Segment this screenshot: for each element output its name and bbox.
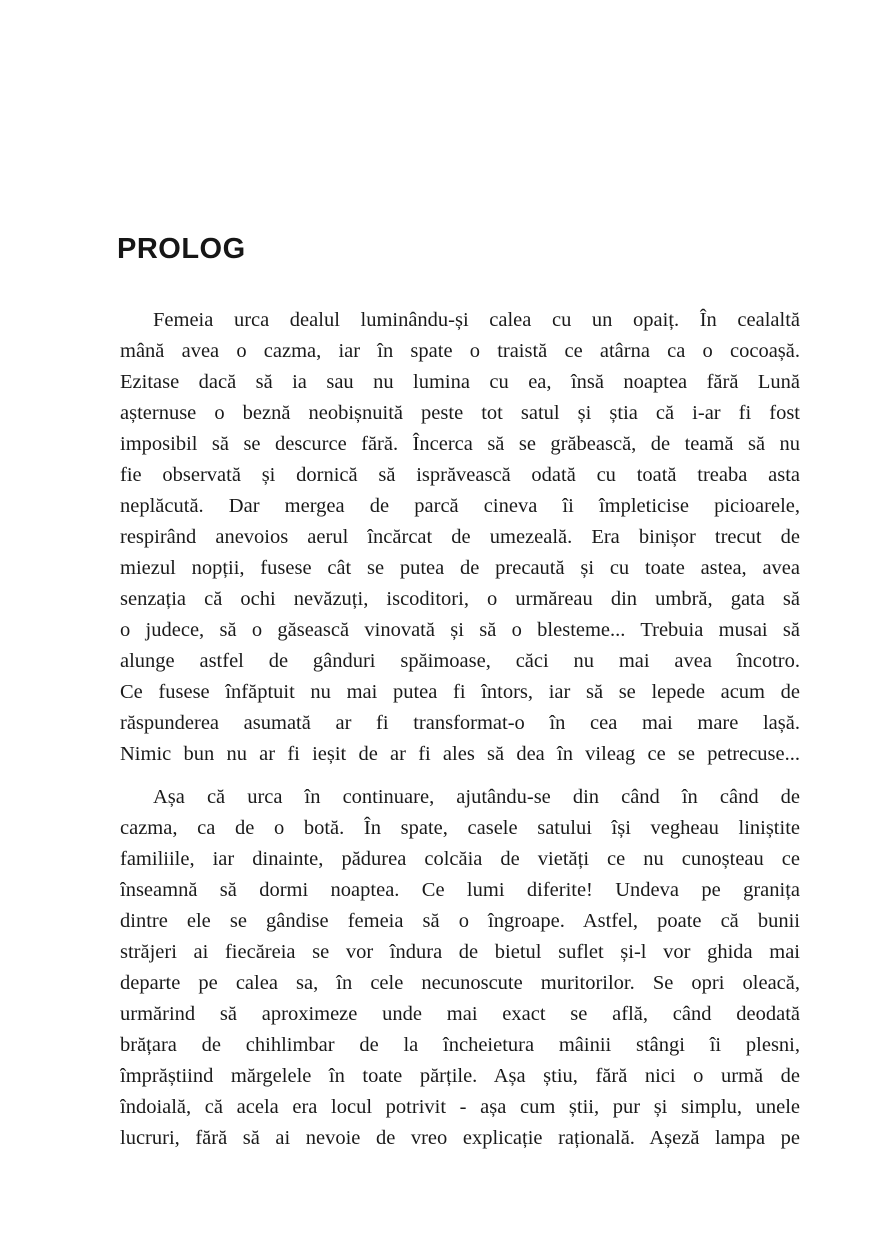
body-text xyxy=(120,305,800,1166)
text-line: Nimic bun nu ar fi ieșit de ar fi ales să dea în vileag ce se petrecuse... xyxy=(120,743,800,765)
text-line: Așa că urca în continuare, ajutându-se din când în când de xyxy=(153,786,800,808)
text-line: străjeri ai fiecăreia se vor îndura de bietul suflet și-l vor ghida mai xyxy=(120,941,800,963)
text-line: mână avea o cazma, iar în spate o traistă ce atârna ca o cocoașă. xyxy=(120,340,800,362)
text-line: imposibil să se descurce fără. Încerca să se grăbească, de teamă să nu xyxy=(120,433,800,455)
text-line: respirând anevoios aerul încărcat de umezeală. Era binișor trecut de xyxy=(120,526,800,548)
text-line: Ce fusese înfăptuit nu mai putea fi întors, iar să se lepede acum de xyxy=(120,681,800,703)
text-line: Femeia urca dealul luminându-și calea cu un opaiț. În cealaltă xyxy=(153,309,800,331)
text-line: cazma, ca de o botă. În spate, casele satului își vegheau liniștite xyxy=(120,817,800,839)
text-line: urmărind să aproximeze unde mai exact se află, când deodată xyxy=(120,1003,800,1025)
chapter-heading: PROLOG xyxy=(117,233,246,265)
text-line: așternuse o beznă neobișnuită peste tot satul și știa că i-ar fi fost xyxy=(120,402,800,424)
text-line: brățara de chihlimbar de la încheietura mâinii stângi îi plesni, xyxy=(120,1034,800,1056)
text-line: familiile, iar dinainte, pădurea colcăia de vietăți ce nu cunoșteau ce xyxy=(120,848,800,870)
text-line: departe pe calea sa, în cele necunoscute muritorilor. Se opri oleacă, xyxy=(120,972,800,994)
text-line: dintre ele se gândise femeia să o îngroape. Astfel, poate că bunii xyxy=(120,910,800,932)
text-line: îndoială, că acela era locul potrivit - așa cum știi, pur și simplu, unele xyxy=(120,1096,800,1118)
text-line: senzația că ochi nevăzuți, iscoditori, o urmăreau din umbră, gata să xyxy=(120,588,800,610)
text-line: Ezitase dacă să ia sau nu lumina cu ea, însă noaptea fără Lună xyxy=(120,371,800,393)
text-line: miezul nopții, fusese cât se putea de precaută și cu toate astea, avea xyxy=(120,557,800,579)
text-line: înseamnă să dormi noaptea. Ce lumi diferite! Undeva pe granița xyxy=(120,879,800,901)
text-line: alunge astfel de gânduri spăimoase, căci nu mai avea încotro. xyxy=(120,650,800,672)
text-line: răspunderea asumată ar fi transformat-o în cea mai mare lașă. xyxy=(120,712,800,734)
text-line: o judece, să o găsească vinovată și să o blesteme... Trebuia musai să xyxy=(120,619,800,641)
paragraph xyxy=(120,305,800,770)
text-line: neplăcută. Dar mergea de parcă cineva îi împleticise picioarele, xyxy=(120,495,800,517)
text-line: lucruri, fără să ai nevoie de vreo explicație rațională. Așeză lampa pe xyxy=(120,1127,800,1149)
text-line: fie observată și dornică să isprăvească odată cu toată treaba asta xyxy=(120,464,800,486)
paragraph xyxy=(120,782,800,1154)
text-line: împrăștiind mărgelele în toate părțile. Așa știu, fără nici o urmă de xyxy=(120,1065,800,1087)
